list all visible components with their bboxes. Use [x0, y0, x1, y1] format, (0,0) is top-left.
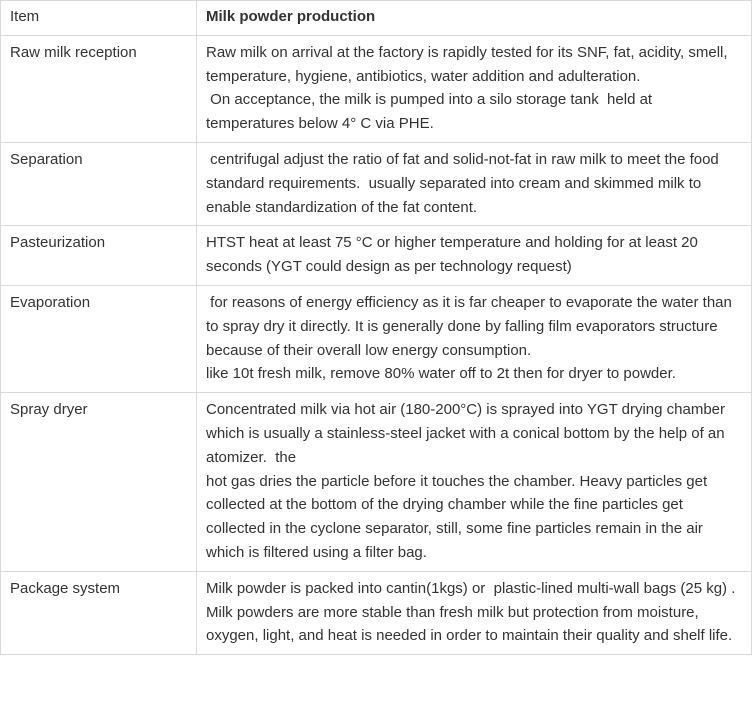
description-paragraph: like 10t fresh milk, remove 80% water off to 2t then for dryer to powder.	[206, 365, 676, 383]
row-description-cell	[197, 142, 752, 225]
table-body	[1, 1, 752, 655]
description-paragraph: hot gas dries the particle before it touches the chamber. Heavy particles get collected at the bottom of the drying chamber while the fine particles get collected in the cyclone separator, still, some fine particles remain in the air which is filtered using a filter bag.	[206, 472, 712, 561]
table-row	[1, 393, 752, 572]
table-row	[1, 571, 752, 654]
row-description-cell	[197, 571, 752, 654]
description-paragraph: Milk powder is packed into cantin(1kgs) or plastic-lined multi-wall bags (25 kg) .	[206, 579, 736, 597]
row-description-cell	[197, 393, 752, 572]
row-item-cell: Package system	[1, 571, 197, 654]
row-item-cell: Separation	[1, 142, 197, 225]
row-item-cell: Spray dryer	[1, 393, 197, 572]
table-row	[1, 285, 752, 392]
description-paragraph: Concentrated milk via hot air (180-200°C) is sprayed into YGT drying chamber which is usually a stainless-steel jacket with a conical bottom by the help of an atomizer. the	[206, 401, 730, 466]
table-row	[1, 35, 752, 142]
row-item-cell: Pasteurization	[1, 226, 197, 286]
row-item-cell: Evaporation	[1, 285, 197, 392]
row-description-cell	[197, 35, 752, 142]
header-process-cell: Milk powder production	[197, 1, 752, 36]
description-paragraph: On acceptance, the milk is pumped into a silo storage tank held at temperatures below 4° C via PHE.	[206, 91, 657, 133]
description-paragraph: Milk powders are more stable than fresh milk but protection from moisture, oxygen, light, and heat is needed in order to maintain their quality and shelf life.	[206, 603, 733, 645]
header-item-cell: Item	[1, 1, 197, 36]
description-paragraph: HTST heat at least 75 °C or higher temperature and holding for at least 20 seconds (YGT could design as per technology request)	[206, 234, 703, 276]
row-description-cell	[197, 285, 752, 392]
description-paragraph: Raw milk on arrival at the factory is rapidly tested for its SNF, fat, acidity, smell, temperature, hygiene, antibiotics, water addition and adulteration.	[206, 43, 732, 85]
row-item-cell: Raw milk reception	[1, 35, 197, 142]
description-paragraph: for reasons of energy efficiency as it is far cheaper to evaporate the water than to spray dry it directly. It is generally done by falling film evaporators structure because of their overall low energy consumption.	[206, 293, 737, 359]
table-row	[1, 142, 752, 225]
table-header-row	[1, 1, 752, 36]
table-row	[1, 226, 752, 286]
row-description-cell	[197, 226, 752, 286]
description-paragraph: centrifugal adjust the ratio of fat and solid-not-fat in raw milk to meet the food standard requirements. usually separated into cream and skimmed milk to enable standardization of the fat content.	[206, 150, 723, 216]
